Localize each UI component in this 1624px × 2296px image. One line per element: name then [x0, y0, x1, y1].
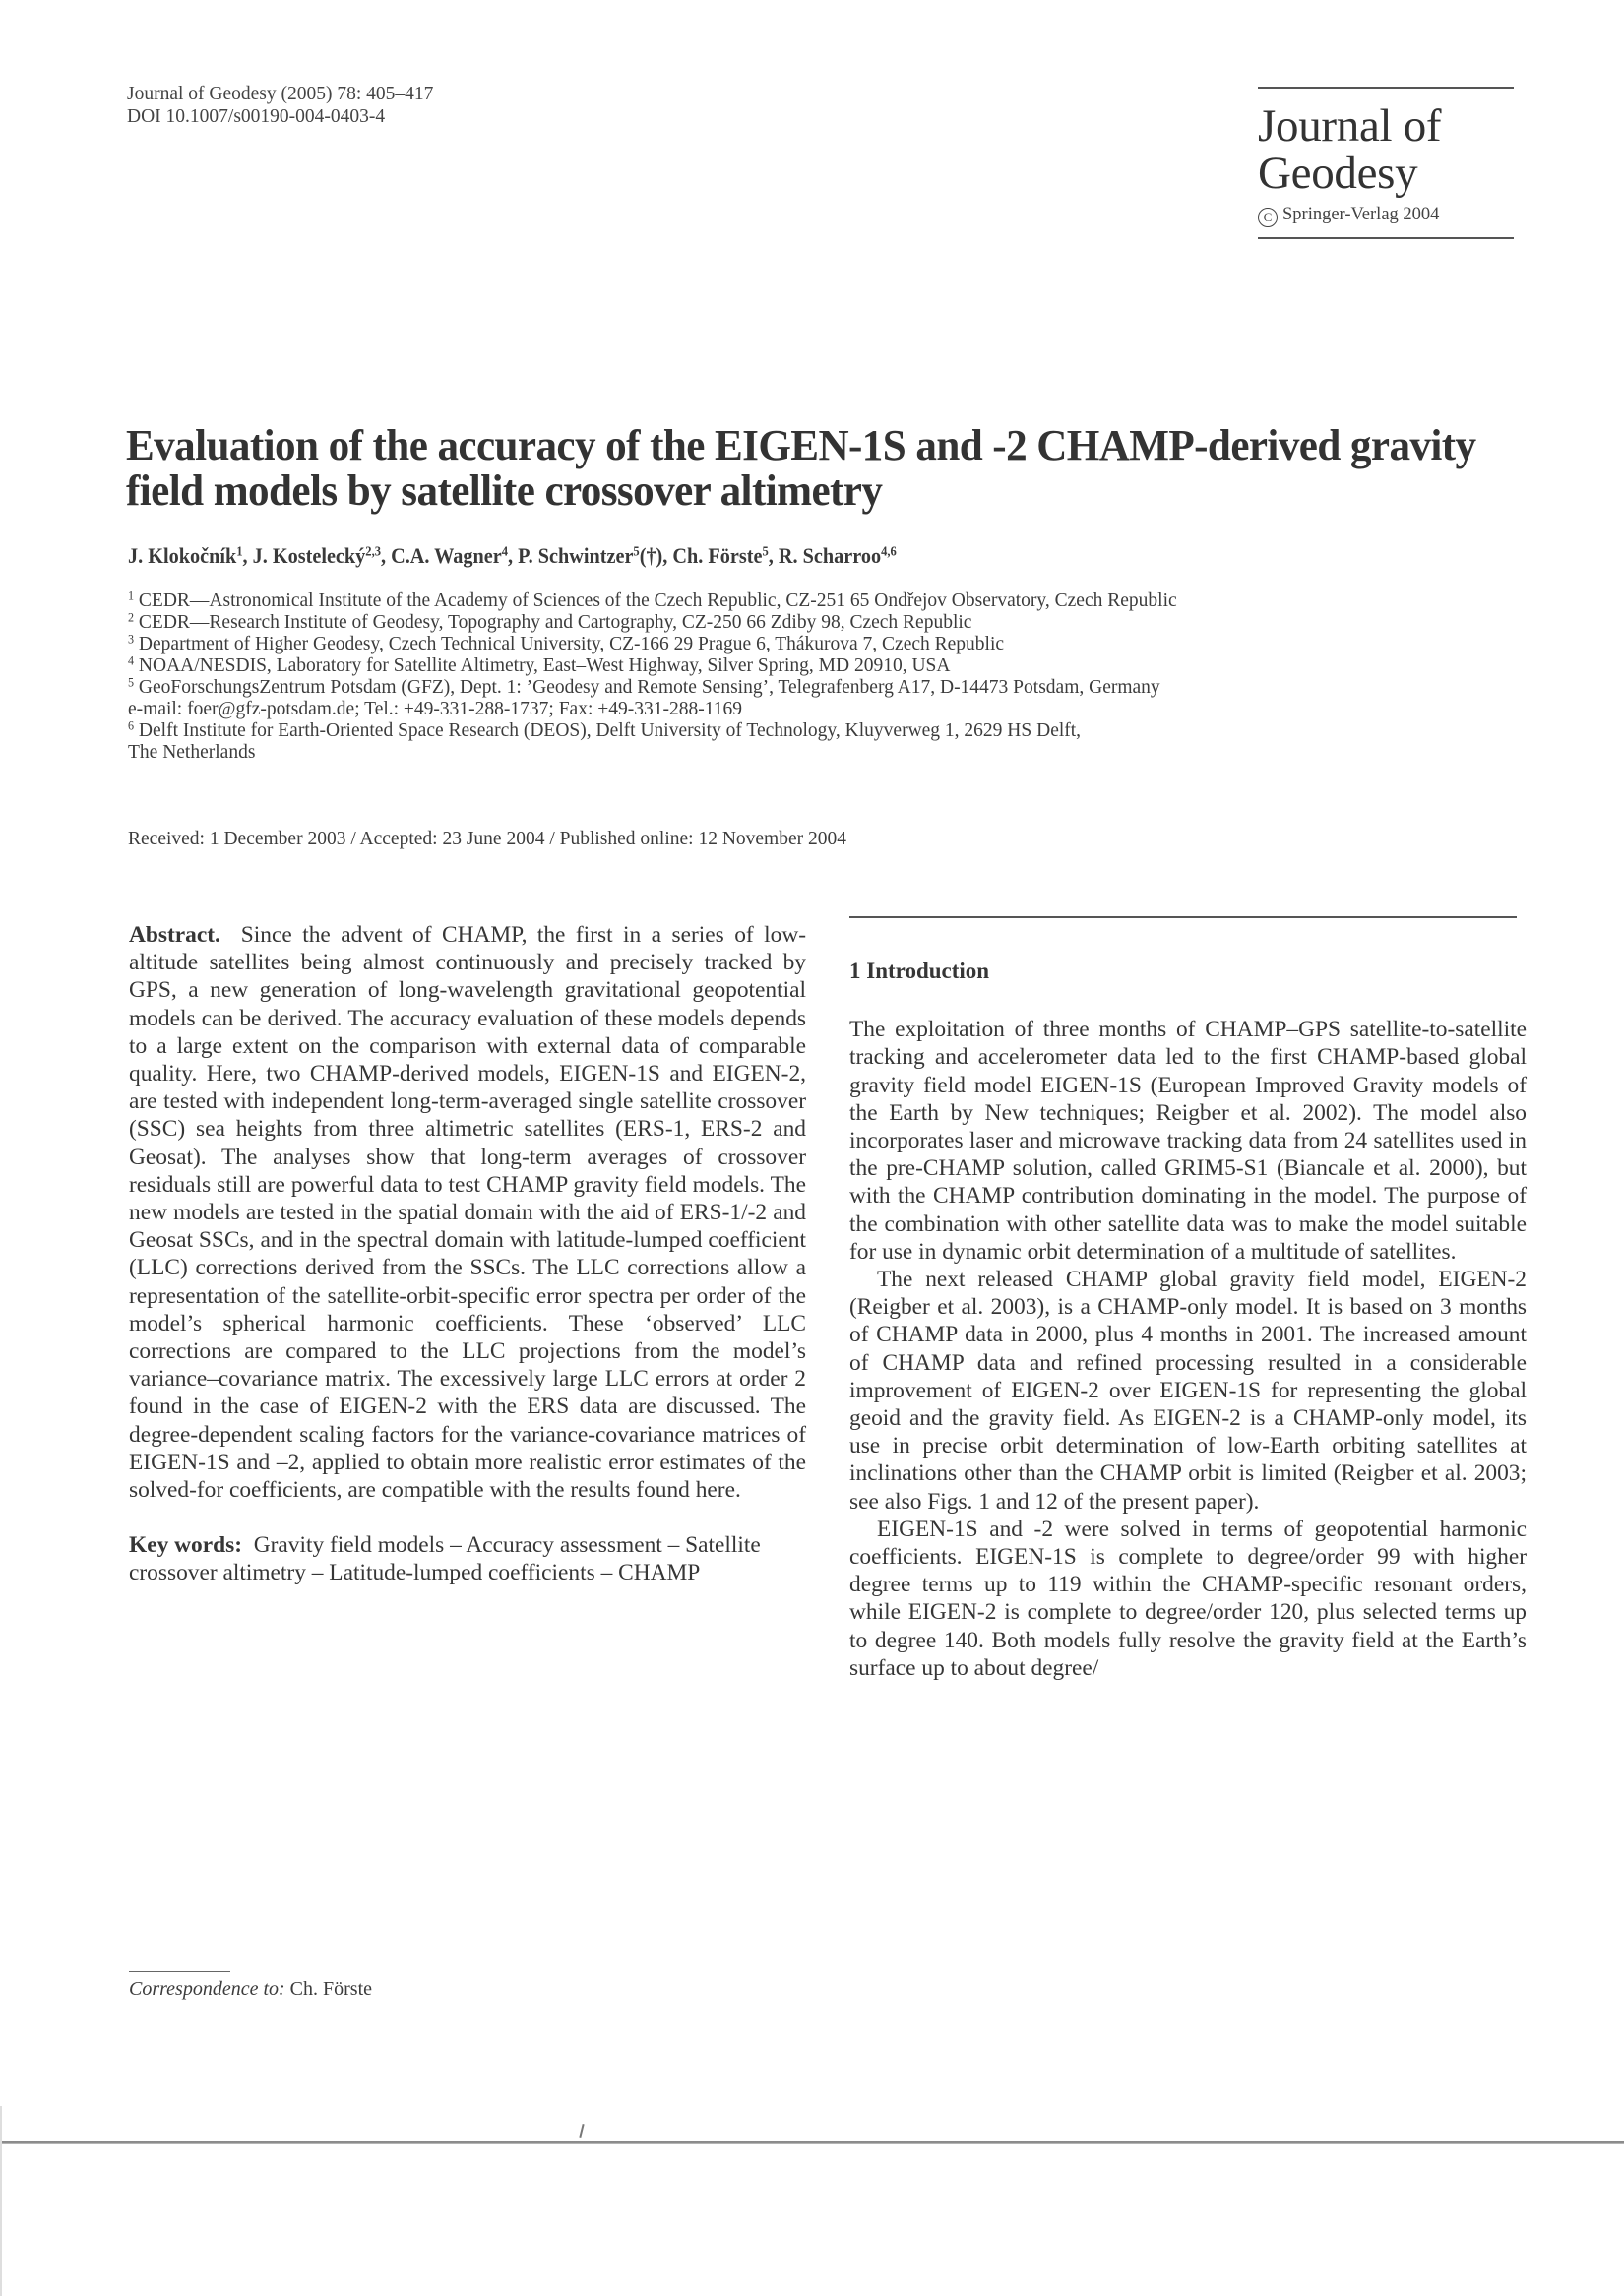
affiliation-line	[128, 634, 1545, 655]
author-affiliation-marker: 5	[762, 543, 769, 559]
author-name: P. Schwintzer	[518, 543, 634, 568]
running-head	[127, 83, 433, 128]
affiliation-number: 5	[128, 675, 135, 690]
section-heading: 1 Introduction	[849, 959, 990, 983]
abstract-text: Since the advent of CHAMP, the first in a series of low-altitude satellites being almost continuously and precisely tracked by GPS, a new generation of long-wavelength gravitational geopotential models can be derived. The accuracy evaluation of these models depends to a large extent on the comparison with external data of comparable quality. Here, two CHAMP-derived models, EIGEN-1S and EIGEN-2, are tested with independent long-term-averaged single satellite crossover (SSC) sea heights from three altimetric satellites (ERS-1, ERS-2 and Geosat). The analyses show that long-term averages of crossover residuals still are powerful data to test CHAMP gravity field models. The new models are tested in the spatial domain with the aid of ERS-1/-2 and Geosat SSCs, and in the spectral domain with latitude-lumped coefficient (LLC) corrections derived from the SSCs. The LLC corrections allow a representation of the satellite-orbit-specific error spectra per order of the model’s spherical harmonic coefficients. These ‘observed’ LLC corrections are compared to the LLC projections from the model’s variance–covariance matrix. The excessively large LLC errors at order 2 found in the case of EIGEN-2 with the ERS data are discussed. The degree-dependent scaling factors for the variance-covariance matrices of EIGEN-1S and –2, applied to obtain more realistic error estimates of the solved-for coefficients, are compatible with the results found here.	[129, 922, 807, 1504]
journal-name-line2: Geodesy	[1258, 148, 1418, 199]
correspondence-footnote	[129, 1971, 372, 2001]
doi: DOI 10.1007/s00190-004-0403-4	[127, 106, 386, 127]
affiliation-number: 1	[128, 589, 135, 603]
author: Ch. Förste$^5$,	[672, 543, 779, 568]
intro-paragraph-2: The next released CHAMP global gravity field model, EIGEN-2 (Reigber et al. 2003), is a CHAMP-only model. It is based on 3 months of CHAMP data in 2000, plus 4 months in 2001. The increased amount of CHAMP data and refined processing resulted in a considerable improvement of EIGEN-2 over EIGEN-1S for representing the global geoid and the gravity field. As EIGEN-2 is a CHAMP-only model, its use in precise orbit determination of low-Earth orbiting satellites at inclinations other than the CHAMP orbit is limited (Reigber et al. 2003; see also Figs. 1 and 12 of the present paper).	[849, 1267, 1527, 1515]
affiliation-text: Delft Institute for Earth-Oriented Space Research (DEOS), Delft University of Technology, Kluyverweg 1, 2629 HS Delft,	[138, 720, 1082, 741]
copyright-icon: C	[1258, 208, 1278, 227]
affiliation-line	[128, 590, 1545, 612]
author-name: J. Klokočník	[128, 543, 237, 568]
author-affiliation-marker: 4,6	[881, 543, 897, 559]
publisher: Springer-Verlag 2004	[1282, 205, 1440, 224]
scan-edge	[0, 2106, 2, 2296]
affiliation-text: e-mail: foer@gfz-potsdam.de; Tel.: +49-331-288-1737; Fax: +49-331-288-1169	[128, 699, 742, 719]
masthead-top-rule	[1258, 87, 1514, 89]
affiliations	[128, 590, 1545, 764]
affiliation-text: Department of Higher Geodesy, Czech Technical University, CZ-166 29 Prague 6, Thákurova 7, Czech Republic	[138, 634, 1005, 654]
author	[779, 543, 897, 568]
journal-masthead	[1258, 87, 1514, 239]
keywords-label: Key words:	[129, 1532, 242, 1559]
affiliation-text: CEDR—Astronomical Institute of the Academy of Sciences of the Czech Republic, CZ-251 65 Ondřejov Observatory, Czech Republic	[138, 590, 1177, 611]
copyright-notice	[1258, 205, 1514, 227]
page-bottom-rule	[0, 2141, 1624, 2144]
author: J. Klokočník$^1$,	[128, 543, 253, 568]
affiliation-line	[128, 612, 1545, 634]
journal-name	[1258, 102, 1514, 197]
author-affiliation-marker: 4	[501, 543, 508, 559]
correspondence-name: Ch. Förste	[289, 1978, 373, 2000]
abstract-label: Abstract.	[129, 922, 220, 948]
affiliation-line	[128, 655, 1545, 677]
keywords-text: Gravity field models – Accuracy assessment – Satellite crossover altimetry – Latitude-lumped coefficients – CHAMP	[129, 1532, 761, 1586]
left-column	[129, 921, 806, 1587]
intro-paragraph-3: EIGEN-1S and -2 were solved in terms of geopotential harmonic coefficients. EIGEN-1S is complete to degree/order 99 with higher degree terms up to 119 within the CHAMP-specific resonant orders, while EIGEN-2 is complete to degree/order 120, plus selected terms up to degree 140. Both models fully resolve the gravity field at the Earth’s surface up to about degree/	[849, 1516, 1527, 1681]
author-name: J. Kostelecký	[252, 543, 366, 568]
correspondence-label: Correspondence to:	[129, 1978, 285, 2000]
masthead-bottom-rule	[1258, 237, 1514, 239]
author-list	[128, 543, 897, 569]
affiliation-number: 2	[128, 610, 135, 625]
right-column	[849, 916, 1527, 1682]
affiliation-line	[128, 742, 1545, 764]
journal-name-line1: Journal of	[1258, 100, 1442, 152]
abstract	[129, 921, 806, 1504]
author-name: C.A. Wagner	[391, 543, 502, 568]
affiliation-text: The Netherlands	[128, 742, 256, 763]
author-affiliation-marker: 1	[236, 543, 243, 559]
paper-title: Evaluation of the accuracy of the EIGEN-1S and -2 CHAMP-derived gravity field models by satellite crossover altimetry	[126, 421, 1476, 515]
author-deceased-marker: (†)	[639, 543, 663, 568]
author-name: R. Scharroo	[778, 543, 882, 568]
author-name: Ch. Förste	[672, 543, 763, 568]
author: P. Schwintzer$^5$(†),	[518, 543, 673, 568]
affiliation-text: NOAA/NESDIS, Laboratory for Satellite Altimetry, East–West Highway, Silver Spring, MD 20910, USA	[138, 655, 951, 676]
author: C.A. Wagner$^4$,	[391, 543, 519, 568]
intro-paragraph-1: The exploitation of three months of CHAMP–GPS satellite-to-satellite tracking and accelerometer data led to the first CHAMP-based global gravity field model EIGEN-1S (European Improved Gravity models of the Earth by New techniques; Reigber et al. 2002). The model also incorporates laser and microwave tracking data from 24 satellites used in the pre-CHAMP solution, called GRIM5-S1 (Biancale et al. 2000), but with the CHAMP contribution dominating in the model. The purpose of the combination with other satellite data was to make the model suitable for use in dynamic orbit determination of a multitude of satellites.	[849, 1017, 1527, 1265]
affiliation-line	[128, 699, 1545, 720]
author-affiliation-marker: 5	[633, 543, 640, 559]
keywords	[129, 1531, 806, 1586]
affiliation-line	[128, 677, 1545, 699]
scan-mark	[579, 2124, 584, 2138]
journal-citation: Journal of Geodesy (2005) 78: 405–417	[127, 84, 434, 104]
column-top-rule	[849, 916, 1517, 918]
affiliation-number: 3	[128, 632, 135, 647]
footnote-rule	[129, 1971, 230, 1972]
publication-dates: Received: 1 December 2003 / Accepted: 23 June 2004 / Published online: 12 November 2004	[128, 829, 847, 849]
author: J. Kostelecký$^{2,3}$,	[252, 543, 392, 568]
affiliation-line	[128, 720, 1545, 742]
author-affiliation-marker: 2,3	[365, 543, 381, 559]
affiliation-number: 6	[128, 718, 135, 733]
affiliation-text: GeoForschungsZentrum Potsdam (GFZ), Dept. 1: ’Geodesy and Remote Sensing’, Telegrafenberg A17, D-14473 Potsdam, Germany	[138, 677, 1160, 698]
affiliation-number: 4	[128, 653, 135, 668]
affiliation-text: CEDR—Research Institute of Geodesy, Topography and Cartography, CZ-250 66 Zdiby 98, Czech Republic	[138, 612, 972, 633]
